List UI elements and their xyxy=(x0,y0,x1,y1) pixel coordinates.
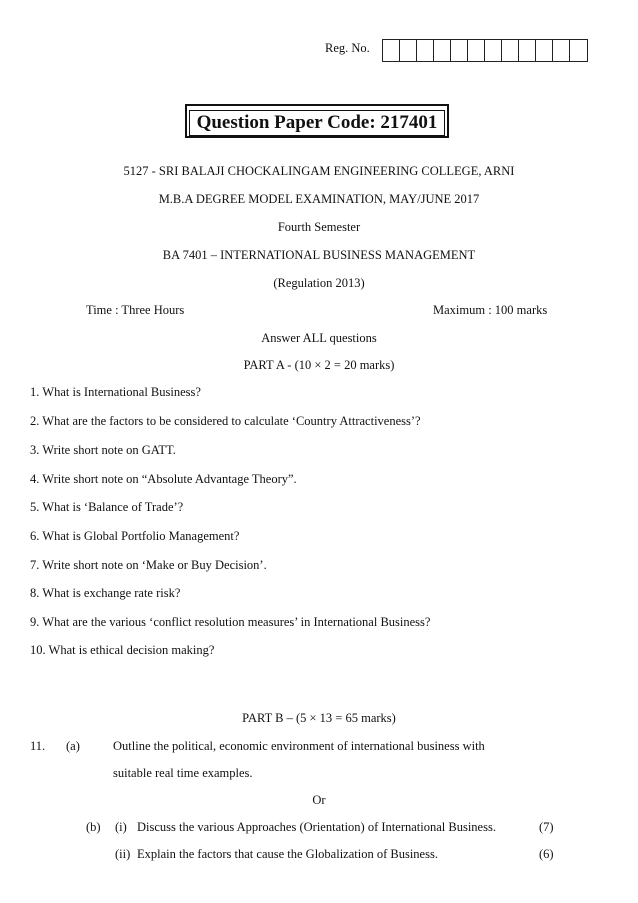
regulation: (Regulation 2013) xyxy=(273,276,365,290)
q11b-ii-label: (ii) xyxy=(115,847,131,861)
reg-no-digit-box[interactable] xyxy=(417,40,434,61)
exam-title: M.B.A DEGREE MODEL EXAMINATION, MAY/JUNE 2017 xyxy=(158,192,480,206)
exam-time: Time : Three Hours xyxy=(86,303,185,317)
question-10: 10. What is ethical decision making? xyxy=(30,643,215,657)
question-1: 1. What is International Business? xyxy=(30,385,201,399)
q11a-label: (a) xyxy=(66,739,80,753)
q11-number: 11. xyxy=(30,739,46,753)
reg-no-digit-box[interactable] xyxy=(519,40,536,61)
subject-title: BA 7401 – INTERNATIONAL BUSINESS MANAGEMENT xyxy=(162,248,476,262)
question-4: 4. Write short note on “Absolute Advantage Theory”. xyxy=(30,472,297,486)
reg-no-digit-box[interactable] xyxy=(570,40,587,61)
reg-no-digit-box[interactable] xyxy=(383,40,400,61)
reg-no-digit-box[interactable] xyxy=(553,40,570,61)
question-7: 7. Write short note on ‘Make or Buy Decision’. xyxy=(30,558,267,572)
question-5: 5. What is ‘Balance of Trade’? xyxy=(30,500,184,514)
q11b-i-marks: (7) xyxy=(539,820,554,834)
question-6: 6. What is Global Portfolio Management? xyxy=(30,529,240,543)
reg-no-digit-box[interactable] xyxy=(502,40,519,61)
question-3: 3. Write short note on GATT. xyxy=(30,443,176,457)
or-separator: Or xyxy=(312,793,326,807)
q11a-line-2: suitable real time examples. xyxy=(113,766,253,780)
q11a-line-1: Outline the political, economic environment of international business with xyxy=(113,739,485,753)
reg-no-label: Reg. No. xyxy=(325,41,370,55)
reg-no-digit-box[interactable] xyxy=(468,40,485,61)
q11b-label: (b) xyxy=(86,820,101,834)
q11b-i-label: (i) xyxy=(115,820,127,834)
q11b-i-text: Discuss the various Approaches (Orientation) of International Business. xyxy=(137,820,496,834)
reg-no-digit-box[interactable] xyxy=(536,40,553,61)
question-9: 9. What are the various ‘conflict resolution measures’ in International Business? xyxy=(30,615,431,629)
reg-no-digit-box[interactable] xyxy=(451,40,468,61)
question-2: 2. What are the factors to be considered to calculate ‘Country Attractiveness’? xyxy=(30,414,421,428)
semester: Fourth Semester xyxy=(277,220,361,234)
reg-no-boxes xyxy=(382,39,588,62)
q11b-ii-text: Explain the factors that cause the Globalization of Business. xyxy=(137,847,438,861)
q11b-ii-marks: (6) xyxy=(539,847,554,861)
part-a-title: PART A - (10 × 2 = 20 marks) xyxy=(243,358,395,372)
instruction: Answer ALL questions xyxy=(261,331,377,345)
part-b-title: PART B – (5 × 13 = 65 marks) xyxy=(242,711,396,725)
question-8: 8. What is exchange rate risk? xyxy=(30,586,181,600)
paper-code: Question Paper Code: 217401 xyxy=(189,110,445,136)
max-marks: Maximum : 100 marks xyxy=(433,303,548,317)
reg-no-digit-box[interactable] xyxy=(485,40,502,61)
reg-no-digit-box[interactable] xyxy=(434,40,451,61)
college-name: 5127 - SRI BALAJI CHOCKALINGAM ENGINEERING COLLEGE, ARNI xyxy=(123,164,515,178)
reg-no-digit-box[interactable] xyxy=(400,40,417,61)
